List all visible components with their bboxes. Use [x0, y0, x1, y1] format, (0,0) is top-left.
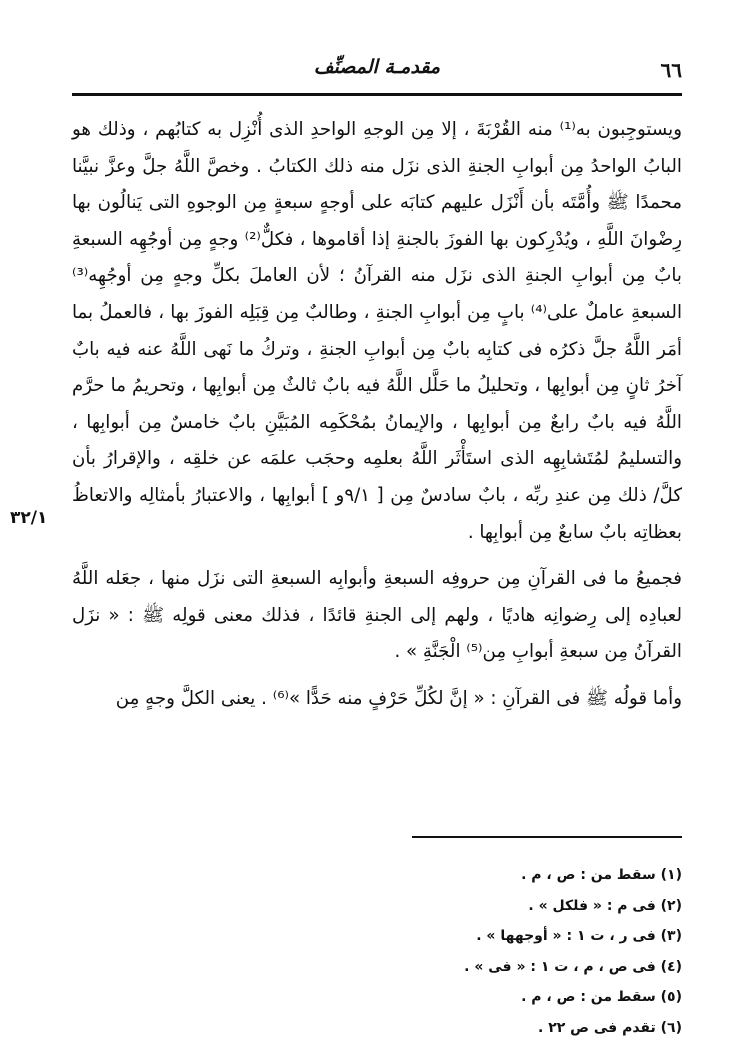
- margin-reference: ٣٢/١: [10, 508, 48, 528]
- footnote-1: (١) سقط من : ص ، م .: [521, 867, 682, 883]
- paragraph-3: وأما قولُه ﷺ فى القرآنِ : « إنَّ لكُلِّ حَرْفٍ منه حَدًّا »⁽⁶⁾ . يعنى الكلَّ وجهٍ مِن: [115, 687, 682, 709]
- paragraph-2: فجميعُ ما فى القرآنِ مِن حروفِه السبعةِ وأبوابِه السبعةِ التى نزَل منها ، جعَله اللَّهُ لعبادِه إلى رِضوانِه هاديًا ، ولهم إلى الجنةِ قائدًا ، فذلك معنى قولِه ﷺ : « نزَل القرآنُ مِن سبعةِ أبوابِ مِن⁽⁵⁾ الْجَنَّةِ » .: [72, 568, 682, 663]
- footnote-6: (٦) تقدم فى ص ٢٢ .: [538, 1019, 682, 1036]
- header-rule: [72, 93, 682, 96]
- footnote-4: (٤) فى ص ، م ، ت ١ : « فى » .: [464, 958, 682, 975]
- paragraph-1: ويستوجِبون به⁽¹⁾ منه القُرْبَةَ ، إلا مِن الوجهِ الواحدِ الذى أُنْزِل به كتابُهم ، وذلك هو البابُ الواحدُ مِن أبوابِ الجنةِ الذى نزَل منه ذلك الكتابُ . وخصَّ اللَّهُ جلَّ وعزَّ نبيَّنا محمدًا ﷺ وأُمَّتَه بأن أَنْزَل عليهم كتابَه على أوجهٍ سبعةٍ مِن الوجوهِ التى يَنالُون بها رِضْوانَ اللَّهِ ، ويُدْرِكون بها الفوزَ بالجنةِ إذا أقاموها ، فكلٌّ⁽²⁾ وجهٍ مِن أوجُهِه السبعةِ بابٌ مِن أبوابِ الجنةِ الذى نزَل منه القرآنُ ؛ لأن العاملَ بكلِّ وجهٍ مِن أوجُهِه⁽³⁾ السبعةِ عاملٌ على⁽⁴⁾ بابٍ مِن أبوابِ الجنةِ ، وطالبٌ مِن قِبَلِه الفوزَ بها ، فالعملُ بما أمَر اللَّهُ جلَّ ذكرُه فى كتابِه بابٌ مِن أبوابِ الجنةِ ، وتركُ ما نَهى اللَّهُ عنه فيه بابٌ آخرُ ثانٍ مِن أبوابِها ، وتحليلُ ما حَلَّل اللَّهُ فيه بابٌ ثالثٌ مِن أبوابِها ، وتحريمُ ما حرَّم اللَّهُ فيه بابٌ رابعٌ مِن أبوابِها ، والإيمانُ بمُحْكَمِه المُبَيَّنِ بابٌ خامسٌ مِن أبوابِها ، والتسليمُ لمُتَشابِهِه الذى استَأْثَر اللَّهُ بعلمِه وحجَب علمَه عن خلقِه ، والإقرارُ بأن كلَّ/ ذلك مِن عندِ ربِّه ، بابٌ سادسٌ مِن [ ٩/١و ] أبوابِها ، والاعتبارُ بأمثالِه والاتعاظُ بعظاتِه بابٌ سابعٌ مِن أبوابِها .: [72, 119, 682, 543]
- main-text: [72, 112, 682, 718]
- running-title: مقدمـة المصنِّف: [313, 56, 441, 78]
- footnote-rule: [412, 836, 682, 838]
- footnote-3: (٣) فى ر ، ت ١ : « أوجهها » .: [476, 928, 682, 944]
- page-number: ٦٦: [660, 58, 682, 82]
- footnote-5: (٥) سقط من : ص ، م .: [521, 989, 682, 1005]
- page-header: [72, 52, 682, 88]
- footnotes: [300, 860, 682, 1043]
- footnote-2: (٢) فى م : « فلكل » .: [528, 897, 682, 914]
